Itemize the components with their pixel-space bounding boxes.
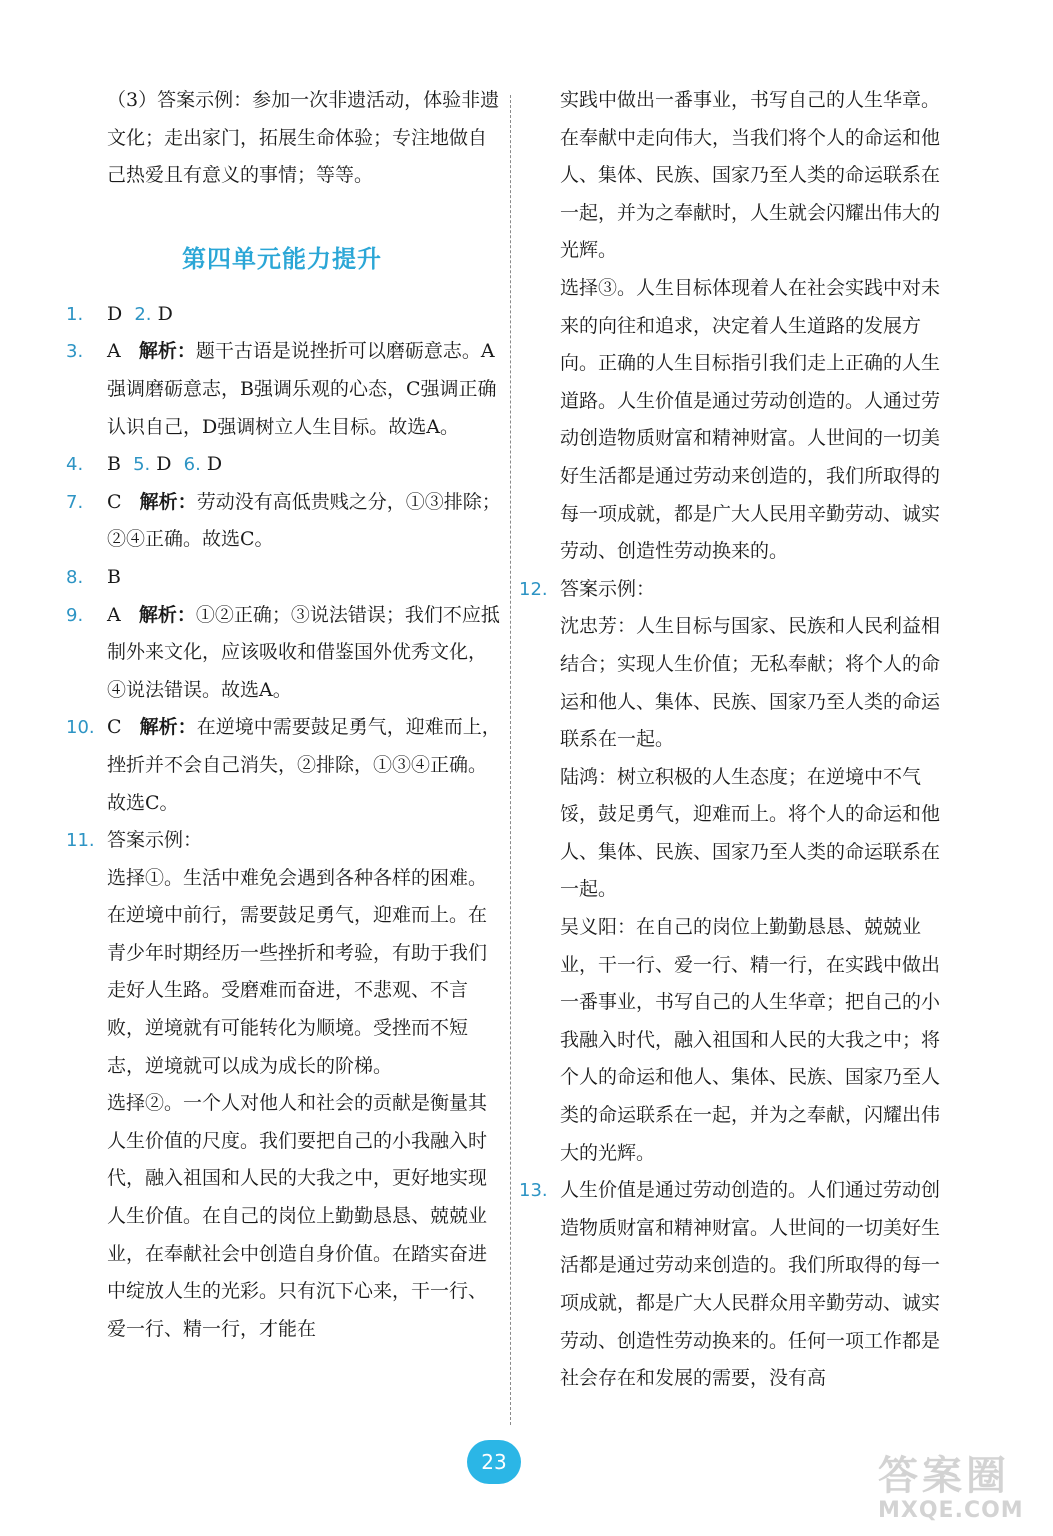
q12-person-1: 沈忠芳：人生目标与国家、民族和人民利益相结合；实现人生价值；无私奉献；将个人的命运和他人、集体、民族、国家乃至人类的命运联系在一起。 — [560, 615, 941, 751]
answer-text: 人生价值是通过劳动创造的。人们通过劳动创造物质财富和精神财富。人世间的一切美好生活都是通过劳动来创造的。我们所取得的每一项成就，都是广大人民群众用辛勤劳动、诚实劳动、创造性劳动换来的。任何一项工作都是社会存在和发展的需要，没有高 — [560, 1179, 941, 1390]
question-number: 2. — [134, 303, 152, 325]
analysis-text: ①②正确；③说法错误；我们不应抵制外来文化，应该吸收和借鉴国外优秀文化，④说法错误。故选A。 — [107, 603, 500, 701]
analysis-label: 解析： — [138, 603, 196, 626]
left-column — [62, 82, 502, 1348]
question-13 — [515, 1172, 955, 1398]
page-number: 23 — [467, 1440, 521, 1484]
section-title: 第四单元能力提升 — [182, 244, 382, 273]
analysis-label: 解析： — [138, 340, 196, 363]
question-number: 4. — [66, 454, 84, 476]
q12-person-2: 陆鸿：树立积极的人生态度；在逆境中不气馁，鼓足勇气，迎难而上。将个人的命运和他人、集体、民族、国家乃至人类的命运联系在一起。 — [560, 765, 941, 901]
analysis-label: 解析： — [139, 716, 197, 739]
intro-answer: （3）答案示例：参加一次非遗活动，体验非遗文化；走出家门，拓展生命体验；专注地做自己热爱且有意义的事情；等等。 — [107, 89, 500, 187]
answer-letter: D — [107, 302, 123, 325]
question-number: 10. — [66, 717, 95, 739]
analysis-text: 劳动没有高低贵贱之分，①③排除；②④正确。故选C。 — [107, 490, 501, 551]
q11-choice-3: 选择③。人生目标体现着人在社会实践中对未来的向往和追求，决定着人生道路的发展方向。正确的人生目标指引我们走上正确的人生道路。人生价值是通过劳动创造的。人通过劳动创造物质财富和精神财富。人世间的一切美好生活都是通过劳动来创造的，我们所取得的每一项成就，都是广大人民用辛勤劳动、诚实劳动、创造性劳动换来的。 — [560, 276, 941, 563]
question-8 — [62, 559, 502, 597]
question-7 — [62, 484, 502, 559]
q12-person-3: 吴义阳：在自己的岗位上勤勤恳恳、兢兢业业，干一行、爱一行、精一行，在实践中做出一番事业，书写自己的人生华章；把自己的小我融入时代，融入祖国和人民的大我之中；将个人的命运和他人、集体、民族、国家乃至人类的命运联系在一起，并为之奉献，闪耀出伟大的光辉。 — [560, 916, 941, 1164]
answer-heading: 答案示例： — [560, 577, 656, 600]
answer-heading: 答案示例： — [107, 829, 203, 852]
answer-letter: A — [107, 340, 121, 363]
answer-letter: D — [157, 302, 173, 325]
analysis-text: 在逆境中需要鼓足勇气，迎难而上，挫折并不会自己消失，②排除，①③④正确。故选C。 — [107, 716, 501, 814]
question-10 — [62, 709, 502, 822]
answer-letter: C — [107, 716, 122, 739]
answer-letter: A — [107, 603, 121, 626]
question-number: 1. — [66, 303, 84, 325]
question-9 — [62, 597, 502, 710]
answer-letter: B — [107, 453, 121, 476]
column-divider — [510, 95, 511, 1425]
q11-choice-1: 选择①。生活中难免会遇到各种各样的困难。在逆境中前行，需要鼓足勇气，迎难而上。在青少年时期经历一些挫折和考验，有助于我们走好人生路。受磨难而奋进，不悲观、不言败，逆境就有可能转化为顺境。受挫而不短志，逆境就可以成为成长的阶梯。 — [107, 866, 488, 1077]
question-number: 12. — [519, 578, 548, 600]
question-number: 13. — [519, 1180, 548, 1202]
answer-letter: C — [107, 490, 122, 513]
question-3 — [62, 333, 502, 446]
question-11 — [62, 822, 502, 860]
watermark-logo — [878, 1454, 1043, 1530]
question-number: 9. — [66, 604, 84, 626]
q11-choice-2: 选择②。一个人对他人和社会的贡献是衡量其人生价值的尺度。我们要把自己的小我融入时代，融入祖国和人民的大我之中，更好地实现人生价值。在自己的岗位上勤勤恳恳、兢兢业业，在奉献社会中创造自身价值。在踏实奋进中绽放人生的光彩。只有沉下心来，干一行、爱一行、精一行，才能在 — [107, 1092, 488, 1340]
analysis-text: 题干古语是说挫折可以磨砺意志。A强调磨砺意志，B强调乐观的心态，C强调正确认识自己，D强调树立人生目标。故选A。 — [107, 340, 497, 438]
answer-letter: D — [156, 453, 172, 476]
right-column — [515, 82, 955, 1398]
question-number: 3. — [66, 341, 84, 363]
watermark-text-en: MXQE.COM — [878, 1498, 1024, 1523]
answer-letter: B — [107, 565, 121, 588]
question-12 — [515, 571, 955, 609]
question-1-2 — [62, 296, 502, 334]
question-4-6 — [62, 446, 502, 484]
question-number: 8. — [66, 566, 84, 588]
analysis-label: 解析： — [139, 490, 197, 513]
answer-letter: D — [206, 453, 223, 476]
question-number: 5. — [133, 454, 151, 476]
question-number: 11. — [66, 830, 95, 852]
watermark-text-cn: 答案圈 — [878, 1453, 1010, 1499]
question-number: 6. — [183, 454, 201, 476]
q11-choice-2-continued: 实践中做出一番事业，书写自己的人生华章。在奉献中走向伟大，当我们将个人的命运和他人、集体、民族、国家乃至人类的命运联系在一起，并为之奉献时，人生就会闪耀出伟大的光辉。 — [560, 89, 941, 262]
question-number: 7. — [66, 491, 84, 513]
